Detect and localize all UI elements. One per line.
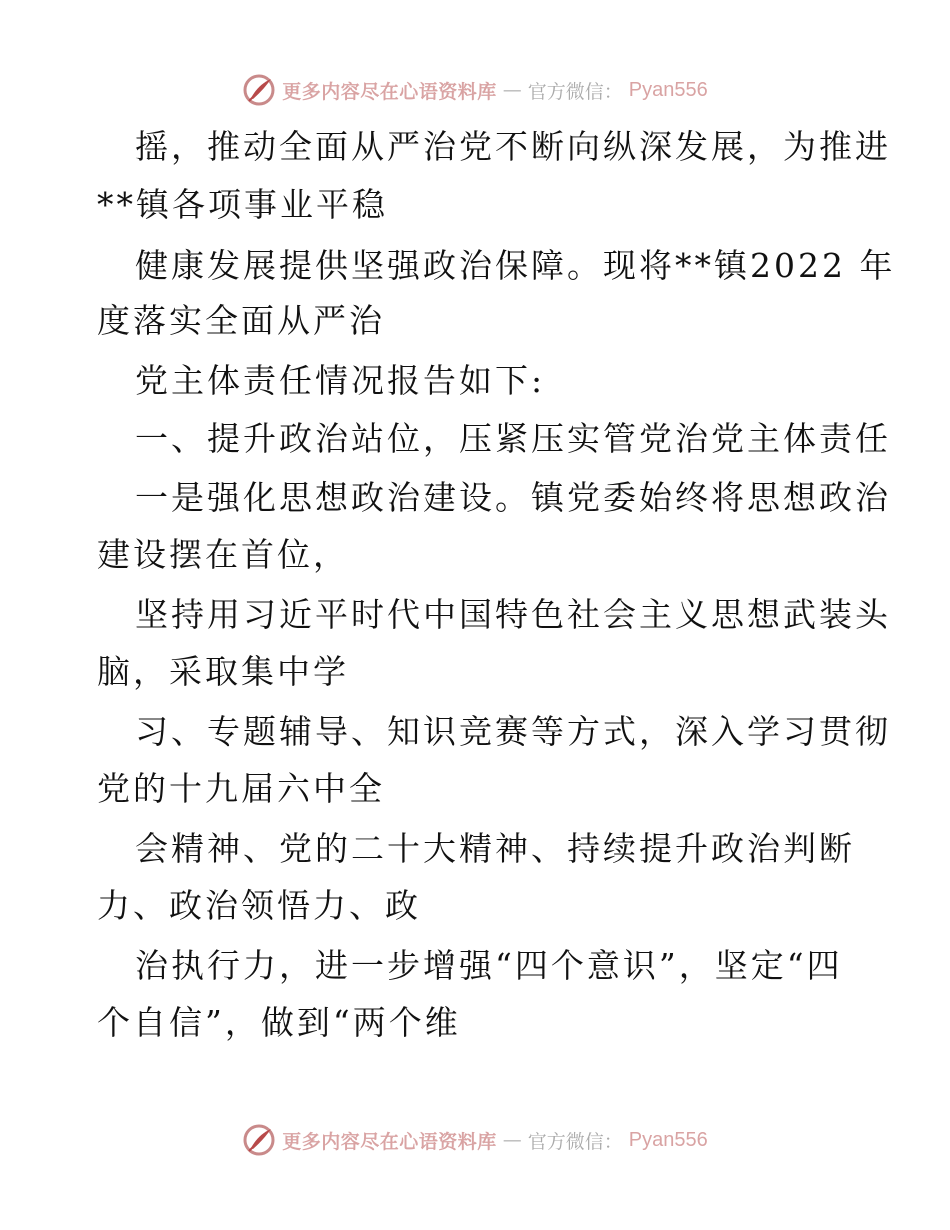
paragraph-line: 一是强化思想政治建设。镇党委始终将思想政治 <box>135 478 891 517</box>
paragraph-line: 健康发展提供坚强政治保障。现将**镇2022 年 <box>135 246 896 285</box>
watermark-brand-text: 更多内容尽在心语资料库 <box>282 80 497 103</box>
paragraph-line: 会精神、党的二十大精神、持续提升政治判断 <box>135 829 855 868</box>
watermark-wechat-id: Pyan556 <box>628 78 708 101</box>
paragraph-line: 习、专题辅导、知识竞赛等方式，深入学习贯彻 <box>135 712 891 751</box>
watermark-wechat-label: 官方微信： <box>527 80 623 103</box>
paragraph-line: 脑，采取集中学 <box>97 652 349 691</box>
paragraph-line: 党的十九届六中全 <box>97 769 385 808</box>
section-heading: 一、提升政治站位，压紧压实管党治党主体责任 <box>135 419 891 458</box>
watermark-wechat-label: 官方微信： <box>527 1130 623 1153</box>
watermark-separator: — <box>502 79 522 101</box>
paragraph-line: 坚持用习近平时代中国特色社会主义思想武装头 <box>135 595 891 634</box>
paragraph-line: 党主体责任情况报告如下: <box>135 361 546 400</box>
watermark-wechat-id: Pyan556 <box>628 1128 708 1151</box>
paragraph-line: 个自信”，做到“两个维 <box>97 1003 461 1042</box>
paragraph-line: 力、政治领悟力、政 <box>97 886 421 925</box>
paragraph-line: **镇各项事业平稳 <box>97 185 388 224</box>
watermark-separator: — <box>502 1129 522 1151</box>
feather-pen-logo-icon <box>242 1123 276 1157</box>
paragraph-line: 度落实全面从严治 <box>97 301 385 340</box>
paragraph-line: 建设摆在首位， <box>97 535 349 574</box>
header-watermark <box>0 70 950 110</box>
watermark-brand-text: 更多内容尽在心语资料库 <box>282 1130 497 1153</box>
feather-pen-logo-icon <box>242 73 276 107</box>
paragraph-line: 摇，推动全面从严治党不断向纵深发展，为推进 <box>135 127 891 166</box>
paragraph-line: 治执行力，进一步增强“四个意识”，坚定“四 <box>135 946 843 985</box>
footer-watermark <box>0 1120 950 1160</box>
